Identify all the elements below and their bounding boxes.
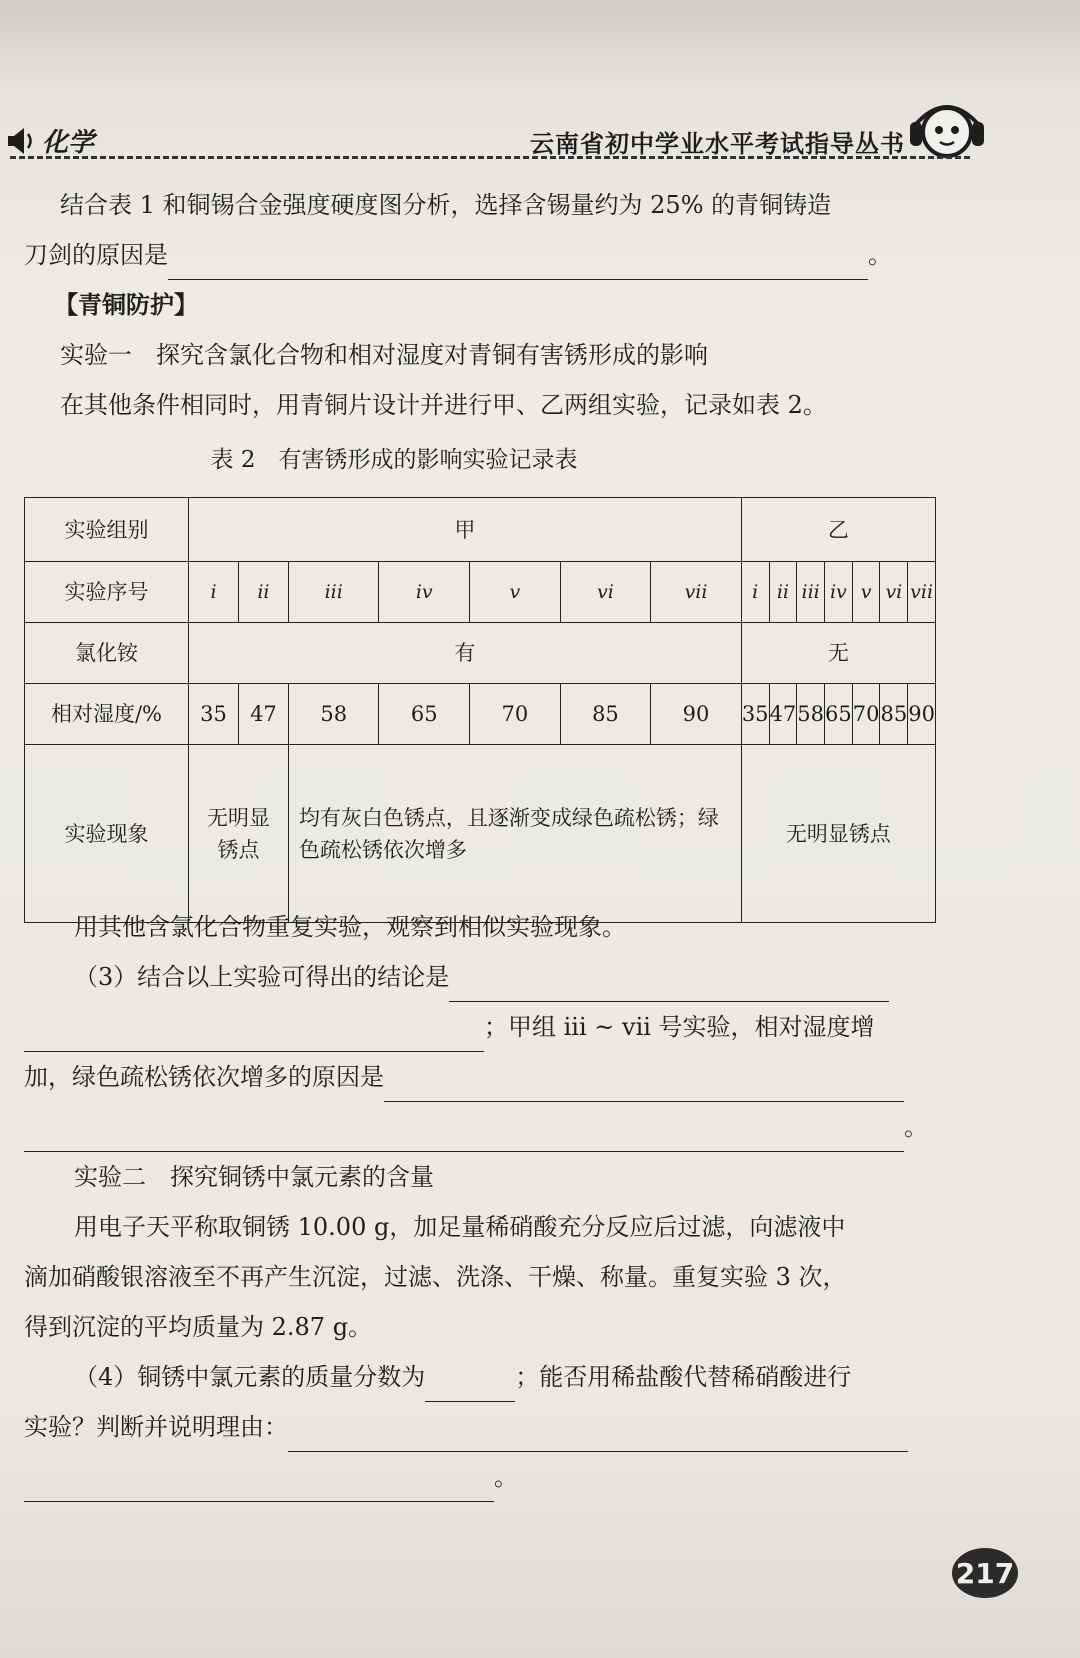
table-cell: iv	[825, 562, 853, 623]
table-cell: 无明显锈点	[189, 745, 289, 923]
table-row	[25, 498, 936, 562]
table-row	[25, 623, 936, 684]
experiment-title: 实验二 探究铜锈中氯元素的含量	[74, 1163, 434, 1191]
answer-blank[interactable]	[168, 248, 868, 280]
table-row	[25, 562, 936, 623]
table-cell: 35	[741, 684, 769, 745]
table-cell: 70	[852, 684, 880, 745]
table-cell: 35	[189, 684, 239, 745]
group-b-header: 乙	[741, 498, 935, 562]
question-line	[24, 1452, 518, 1502]
row-header: 相对湿度/%	[25, 684, 189, 745]
series-title: 云南省初中学业水平考试指导丛书	[530, 130, 905, 158]
table-cell: vii	[908, 562, 936, 623]
table-cell: i	[741, 562, 769, 623]
page-number: 217	[952, 1548, 1018, 1598]
table-cell: iii	[797, 562, 825, 623]
answer-blank[interactable]	[449, 970, 889, 1002]
question-line	[24, 1102, 928, 1152]
table-cell: v	[852, 562, 880, 623]
table-cell: ii	[238, 562, 288, 623]
table-cell: 70	[470, 684, 561, 745]
row-header: 实验现象	[25, 745, 189, 923]
headphone-mascot-icon	[904, 100, 990, 160]
question-text: 实验？判断并说明理由：	[24, 1413, 288, 1441]
answer-blank[interactable]	[24, 1120, 904, 1152]
experiment-description: 在其他条件相同时，用青铜片设计并进行甲、乙两组实验，记录如表 2。	[60, 391, 827, 419]
paragraph-line: 得到沉淀的平均质量为 2.87 g。	[24, 1313, 373, 1341]
table-cell: 47	[769, 684, 797, 745]
row-header: 实验组别	[25, 498, 189, 562]
table-cell: 有	[189, 623, 742, 684]
header-divider	[10, 156, 970, 159]
table-cell: 58	[797, 684, 825, 745]
punctuation: 。	[868, 241, 892, 269]
paragraph-line	[24, 230, 892, 280]
experiment-record-table	[24, 497, 936, 923]
section-title: 【青铜防护】	[54, 290, 198, 319]
answer-blank[interactable]	[384, 1070, 904, 1102]
row-header: 实验序号	[25, 562, 189, 623]
paragraph-line: 结合表 1 和铜锡合金强度硬度图分析，选择含锡量约为 25% 的青铜铸造	[60, 191, 832, 219]
table-cell: 65	[379, 684, 470, 745]
answer-blank[interactable]	[425, 1370, 515, 1402]
table-cell: 无明显锈点	[741, 745, 935, 923]
table-cell: iii	[288, 562, 379, 623]
table-cell: 无	[741, 623, 935, 684]
question-text: （4）铜锈中氯元素的质量分数为	[74, 1363, 426, 1391]
paragraph-line: 滴加硝酸银溶液至不再产生沉淀，过滤、洗涤、干燥、称量。重复实验 3 次，	[24, 1263, 847, 1291]
table-cell: iv	[379, 562, 470, 623]
question-line	[24, 1002, 875, 1052]
table-row	[25, 684, 936, 745]
question-text: ；甲组 iii ~ vii 号实验，相对湿度增	[484, 1013, 875, 1041]
table-cell: ii	[769, 562, 797, 623]
question-line	[24, 1402, 908, 1452]
paragraph-line: 用电子天平称取铜锈 10.00 g，加足量稀硝酸充分反应后过滤，向滤液中	[74, 1213, 846, 1241]
answer-blank[interactable]	[288, 1420, 908, 1452]
question-text: （3）结合以上实验可得出的结论是	[74, 963, 450, 991]
header-left	[6, 122, 94, 159]
experiment-title: 实验一 探究含氯化合物和相对湿度对青铜有害锈形成的影响	[60, 341, 708, 369]
answer-blank[interactable]	[24, 1020, 484, 1052]
speaker-icon	[6, 125, 36, 157]
table-cell: 均有灰白色锈点，且逐渐变成绿色疏松锈；绿色疏松锈依次增多	[288, 745, 741, 923]
table-cell: vii	[651, 562, 742, 623]
punctuation: 。	[494, 1463, 518, 1491]
table-cell: vi	[880, 562, 908, 623]
table-cell: 65	[825, 684, 853, 745]
question-text: 刀剑的原因是	[24, 241, 168, 269]
table-cell: 47	[238, 684, 288, 745]
table-cell: vi	[560, 562, 651, 623]
question-line	[74, 952, 889, 1002]
table-row	[25, 745, 936, 923]
table-cell: 85	[560, 684, 651, 745]
question-line	[24, 1052, 904, 1102]
row-header: 氯化铵	[25, 623, 189, 684]
table-cell: 90	[908, 684, 936, 745]
table-cell: 58	[288, 684, 379, 745]
question-text: ；能否用稀盐酸代替稀硝酸进行	[515, 1363, 852, 1391]
table-cell: i	[189, 562, 239, 623]
page-header	[0, 108, 1000, 168]
table-caption: 表 2 有害锈形成的影响实验记录表	[210, 447, 578, 473]
table-cell: 90	[651, 684, 742, 745]
table-cell: v	[470, 562, 561, 623]
answer-blank[interactable]	[24, 1470, 494, 1502]
question-text: 加，绿色疏松锈依次增多的原因是	[24, 1063, 384, 1091]
question-line	[74, 1352, 851, 1402]
subject-label: 化学	[42, 128, 95, 158]
paragraph-line: 用其他含氯化合物重复实验，观察到相似实验现象。	[74, 913, 626, 941]
table-cell: 85	[880, 684, 908, 745]
punctuation: 。	[904, 1113, 928, 1141]
group-a-header: 甲	[189, 498, 742, 562]
